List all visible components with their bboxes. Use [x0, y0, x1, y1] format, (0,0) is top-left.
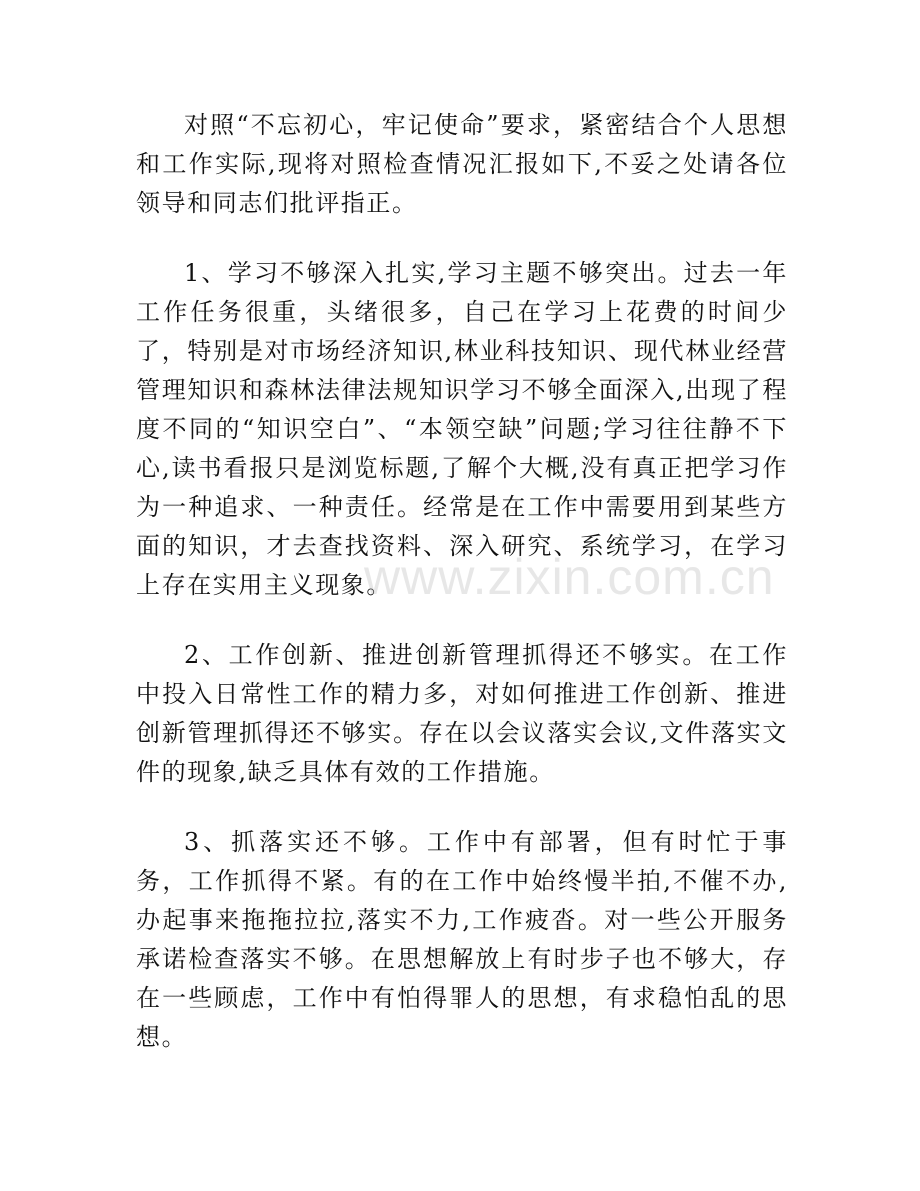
watermark: www.zixin.com.cn: [364, 549, 775, 605]
paragraph-item-3: 3、抓落实还不够。工作中有部署，但有时忙于事务，工作抓得不紧。有的在工作中始终慢半拍,不催不办,办起事来拖拖拉拉,落实不力,工作疲沓。对一些公开服务承诺检查落实不够。在思想解放上有时步子也不够大，存在一些顾虑，工作中有怕得罪人的思想，有求稳怕乱的思想。: [136, 828, 788, 1051]
paragraph-item-2: 2、工作创新、推进创新管理抓得还不够实。在工作中投入日常性工作的精力多，对如何推进工作创新、推进创新管理抓得还不够实。存在以会议落实会议,文件落实文件的现象,缺乏具体有效的工作措施。: [136, 641, 788, 786]
paragraph-item-1: 1、学习不够深入扎实,学习主题不够突出。过去一年工作任务很重，头绪很多，自己在学习上花费的时间少了，特别是对市场经济知识,林业科技知识、现代林业经营管理知识和森林法律法规知识学习不够全面深入,出现了程度不同的“知识空白”、“本领空缺”问题;学习往往静不下心,读书看报只是浏览标题,了解个大概,没有真正把学习作为一种追求、一种责任。经常是在工作中需要用到某些方面的知识，才去查找资料、深入研究、系统学习，在学习上存在实用主义现象。: [136, 259, 788, 599]
document-body: [136, 106, 788, 1088]
paragraph-intro: 对照“不忘初心，牢记使命”要求，紧密结合个人思想和工作实际,现将对照检查情况汇报如下,不妥之处请各位领导和同志们批评指正。: [136, 111, 788, 217]
